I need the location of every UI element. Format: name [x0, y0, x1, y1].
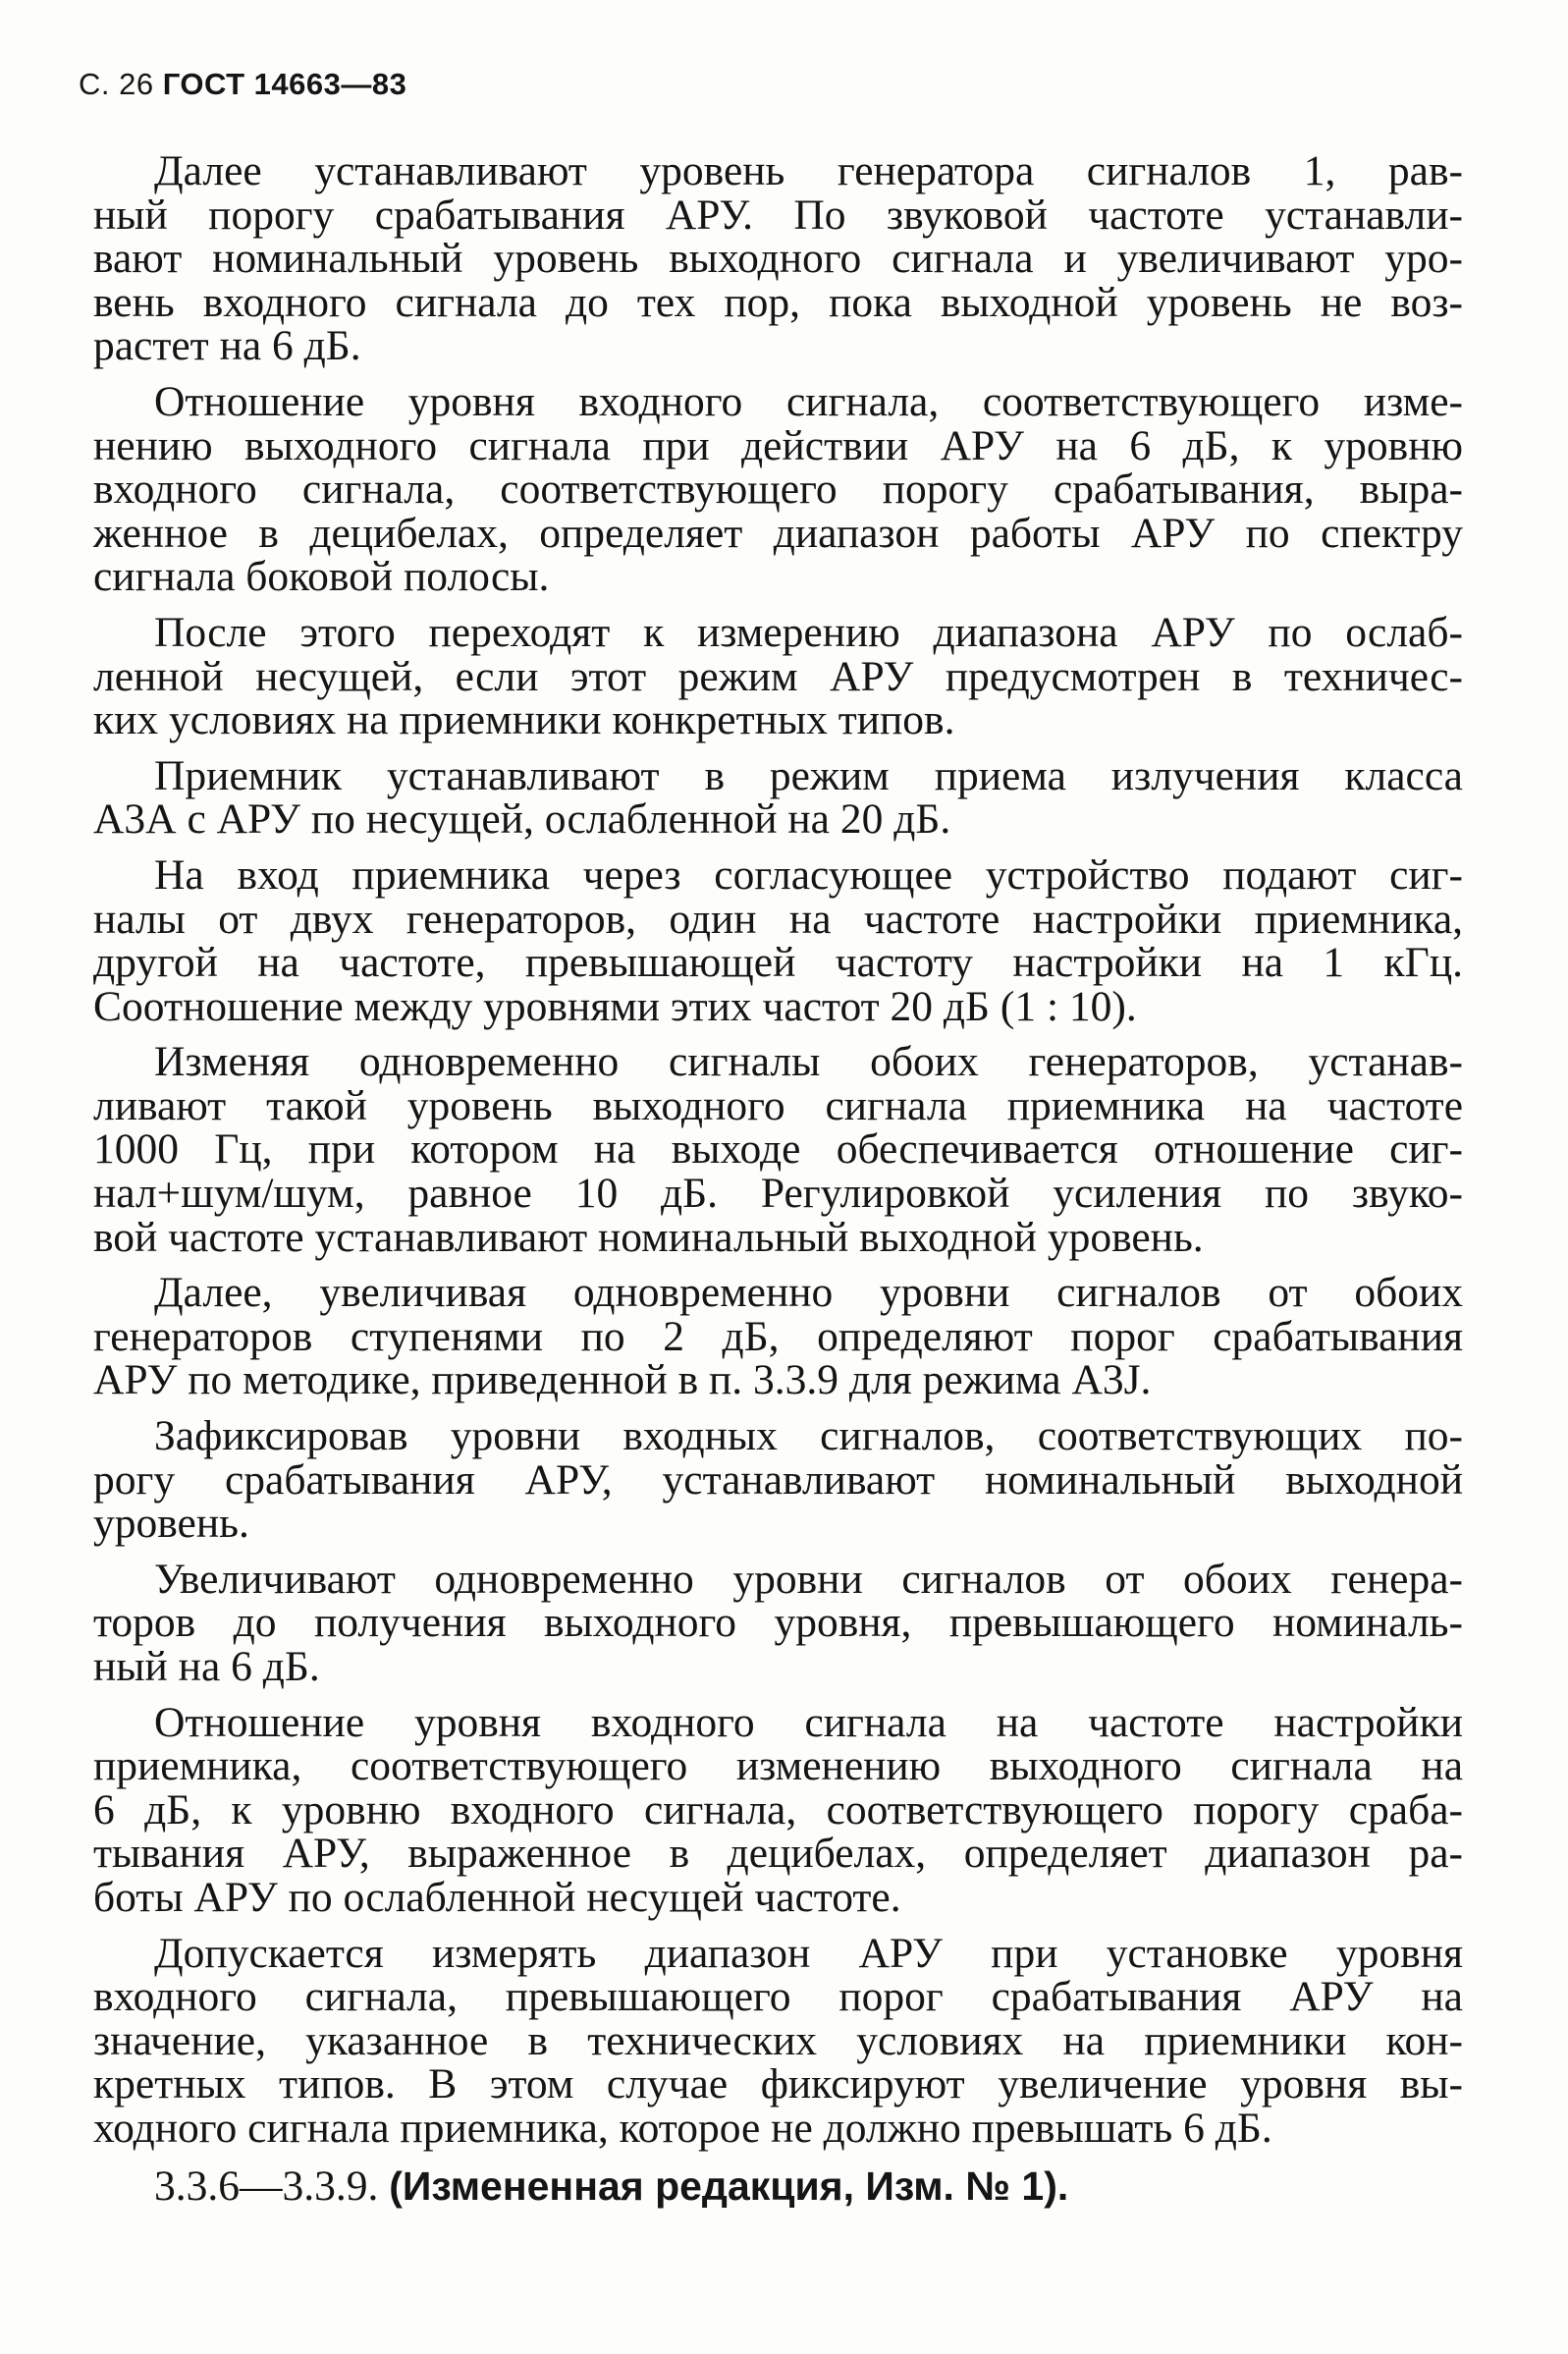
paragraph: [93, 1271, 1463, 1402]
text-line: сигнала боковой полосы.: [93, 553, 550, 601]
text-line: ливают такой уровень выходного сигнала приемника на частоте: [93, 1081, 1463, 1129]
text-line: вой частоте устанавливают номинальный выходной уровень.: [93, 1213, 1204, 1261]
text-line: Приемник устанавливают в режим приема излучения класса: [154, 751, 1463, 799]
text-line: Далее устанавливают уровень генератора сигналов 1, рав-: [154, 147, 1463, 194]
page-header: [79, 67, 406, 102]
text-line: приемника, соответствующего изменению выходного сигнала на: [93, 1742, 1463, 1790]
text-line: Соотношение между уровнями этих частот 20 дБ (1 : 10).: [93, 982, 1137, 1030]
text-line: торов до получения выходного уровня, превышающего номиналь-: [93, 1599, 1463, 1647]
text-line: женное в децибелах, определяет диапазон работы АРУ по спектру: [93, 509, 1463, 557]
text-line: Увеличивают одновременно уровни сигналов от обоих генера-: [154, 1555, 1463, 1603]
text-line: значение, указанное в технических условиях на приемники кон-: [93, 2016, 1463, 2064]
text-line: 1000 Гц, при котором на выходе обеспечивается отношение сиг-: [93, 1125, 1463, 1174]
text-line: ленной несущей, если этот режим АРУ предусмотрен в техничес-: [93, 652, 1463, 700]
text-line: налы от двух генераторов, один на частоте настройки приемника,: [93, 895, 1463, 943]
text-line: кретных типов. В этом случае фиксируют увеличение уровня вы-: [93, 2060, 1463, 2108]
paragraph: [93, 751, 1463, 844]
text-line: уровень.: [93, 1500, 249, 1548]
text-line: Зафиксировав уровни входных сигналов, соответствующих по-: [154, 1412, 1463, 1460]
text-line: ный порогу срабатывания АРУ. По звуковой частоте устанавли-: [93, 191, 1463, 239]
text-line: рогу срабатывания АРУ, устанавливают номинальный выходной: [93, 1455, 1463, 1504]
paragraph: [93, 608, 1463, 744]
text-line: ких условиях на приемники конкретных типов.: [93, 696, 955, 744]
text-line: На вход приемника через согласующее устройство подают сиг-: [154, 850, 1463, 899]
text-line: ходного сигнала приемника, которое не должно превышать 6 дБ.: [93, 2104, 1272, 2152]
text-line: АРУ по методике, приведенной в п. 3.3.9 для режима А3J.: [93, 1356, 1152, 1404]
text-line: другой на частоте, превышающей частоту настройки на 1 кГц.: [93, 939, 1463, 987]
text-line: тывания АРУ, выраженное в децибелах, определяет диапазон ра-: [93, 1830, 1463, 1878]
text-line: Далее, увеличивая одновременно уровни сигналов от обоих: [154, 1269, 1463, 1317]
text-line: Отношение уровня входного сигнала, соответствующего изме-: [154, 377, 1463, 425]
text-line: ный на 6 дБ.: [93, 1643, 320, 1690]
text-line: Изменяя одновременно сигналы обоих генераторов, устанав-: [154, 1038, 1463, 1086]
revision-text: (Измененная редакция, Изм. № 1).: [389, 2162, 1069, 2209]
paragraph: [93, 1698, 1463, 1921]
page-number: С. 26: [79, 67, 154, 101]
text-line: растет на 6 дБ.: [93, 322, 361, 370]
paragraph: [93, 850, 1463, 1030]
revision-note: [93, 2164, 1463, 2209]
document-body: [93, 149, 1463, 2208]
paragraph: [93, 1555, 1463, 1690]
text-line: входного сигнала, соответствующего порогу срабатывания, выра-: [93, 465, 1463, 514]
text-line: нал+шум/шум, равное 10 дБ. Регулировкой усиления по звуко-: [93, 1170, 1463, 1218]
gost-designation: ГОСТ 14663—83: [162, 67, 407, 101]
text-line: 6 дБ, к уровню входного сигнала, соответствующего порогу сраба-: [93, 1785, 1463, 1834]
text-line: нению выходного сигнала при действии АРУ на 6 дБ, к уровню: [93, 421, 1463, 469]
paragraph: [93, 377, 1463, 601]
paragraph: [93, 1929, 1463, 2152]
text-line: Допускается измерять диапазон АРУ при установке уровня: [154, 1929, 1463, 1977]
text-line: После этого переходят к измерению диапазона АРУ по ослаб-: [154, 608, 1463, 656]
text-line: А3А с АРУ по несущей, ослабленной на 20 дБ.: [93, 795, 951, 844]
paragraph: [93, 1414, 1463, 1546]
text-line: боты АРУ по ослабленной несущей частоте.: [93, 1873, 901, 1921]
text-line: Отношение уровня входного сигнала на частоте настройки: [154, 1698, 1463, 1746]
text-line: входного сигнала, превышающего порог срабатывания АРУ на: [93, 1973, 1463, 2021]
paragraph: [93, 1040, 1463, 1259]
text-line: вень входного сигнала до тех пор, пока выходной уровень не воз-: [93, 278, 1463, 326]
text-line: вают номинальный уровень выходного сигнала и увеличивают уро-: [93, 235, 1463, 283]
revision-ref: 3.3.6—3.3.9.: [154, 2162, 379, 2210]
text-line: генераторов ступенями по 2 дБ, определяют порог срабатывания: [93, 1312, 1463, 1360]
paragraph: [93, 149, 1463, 368]
